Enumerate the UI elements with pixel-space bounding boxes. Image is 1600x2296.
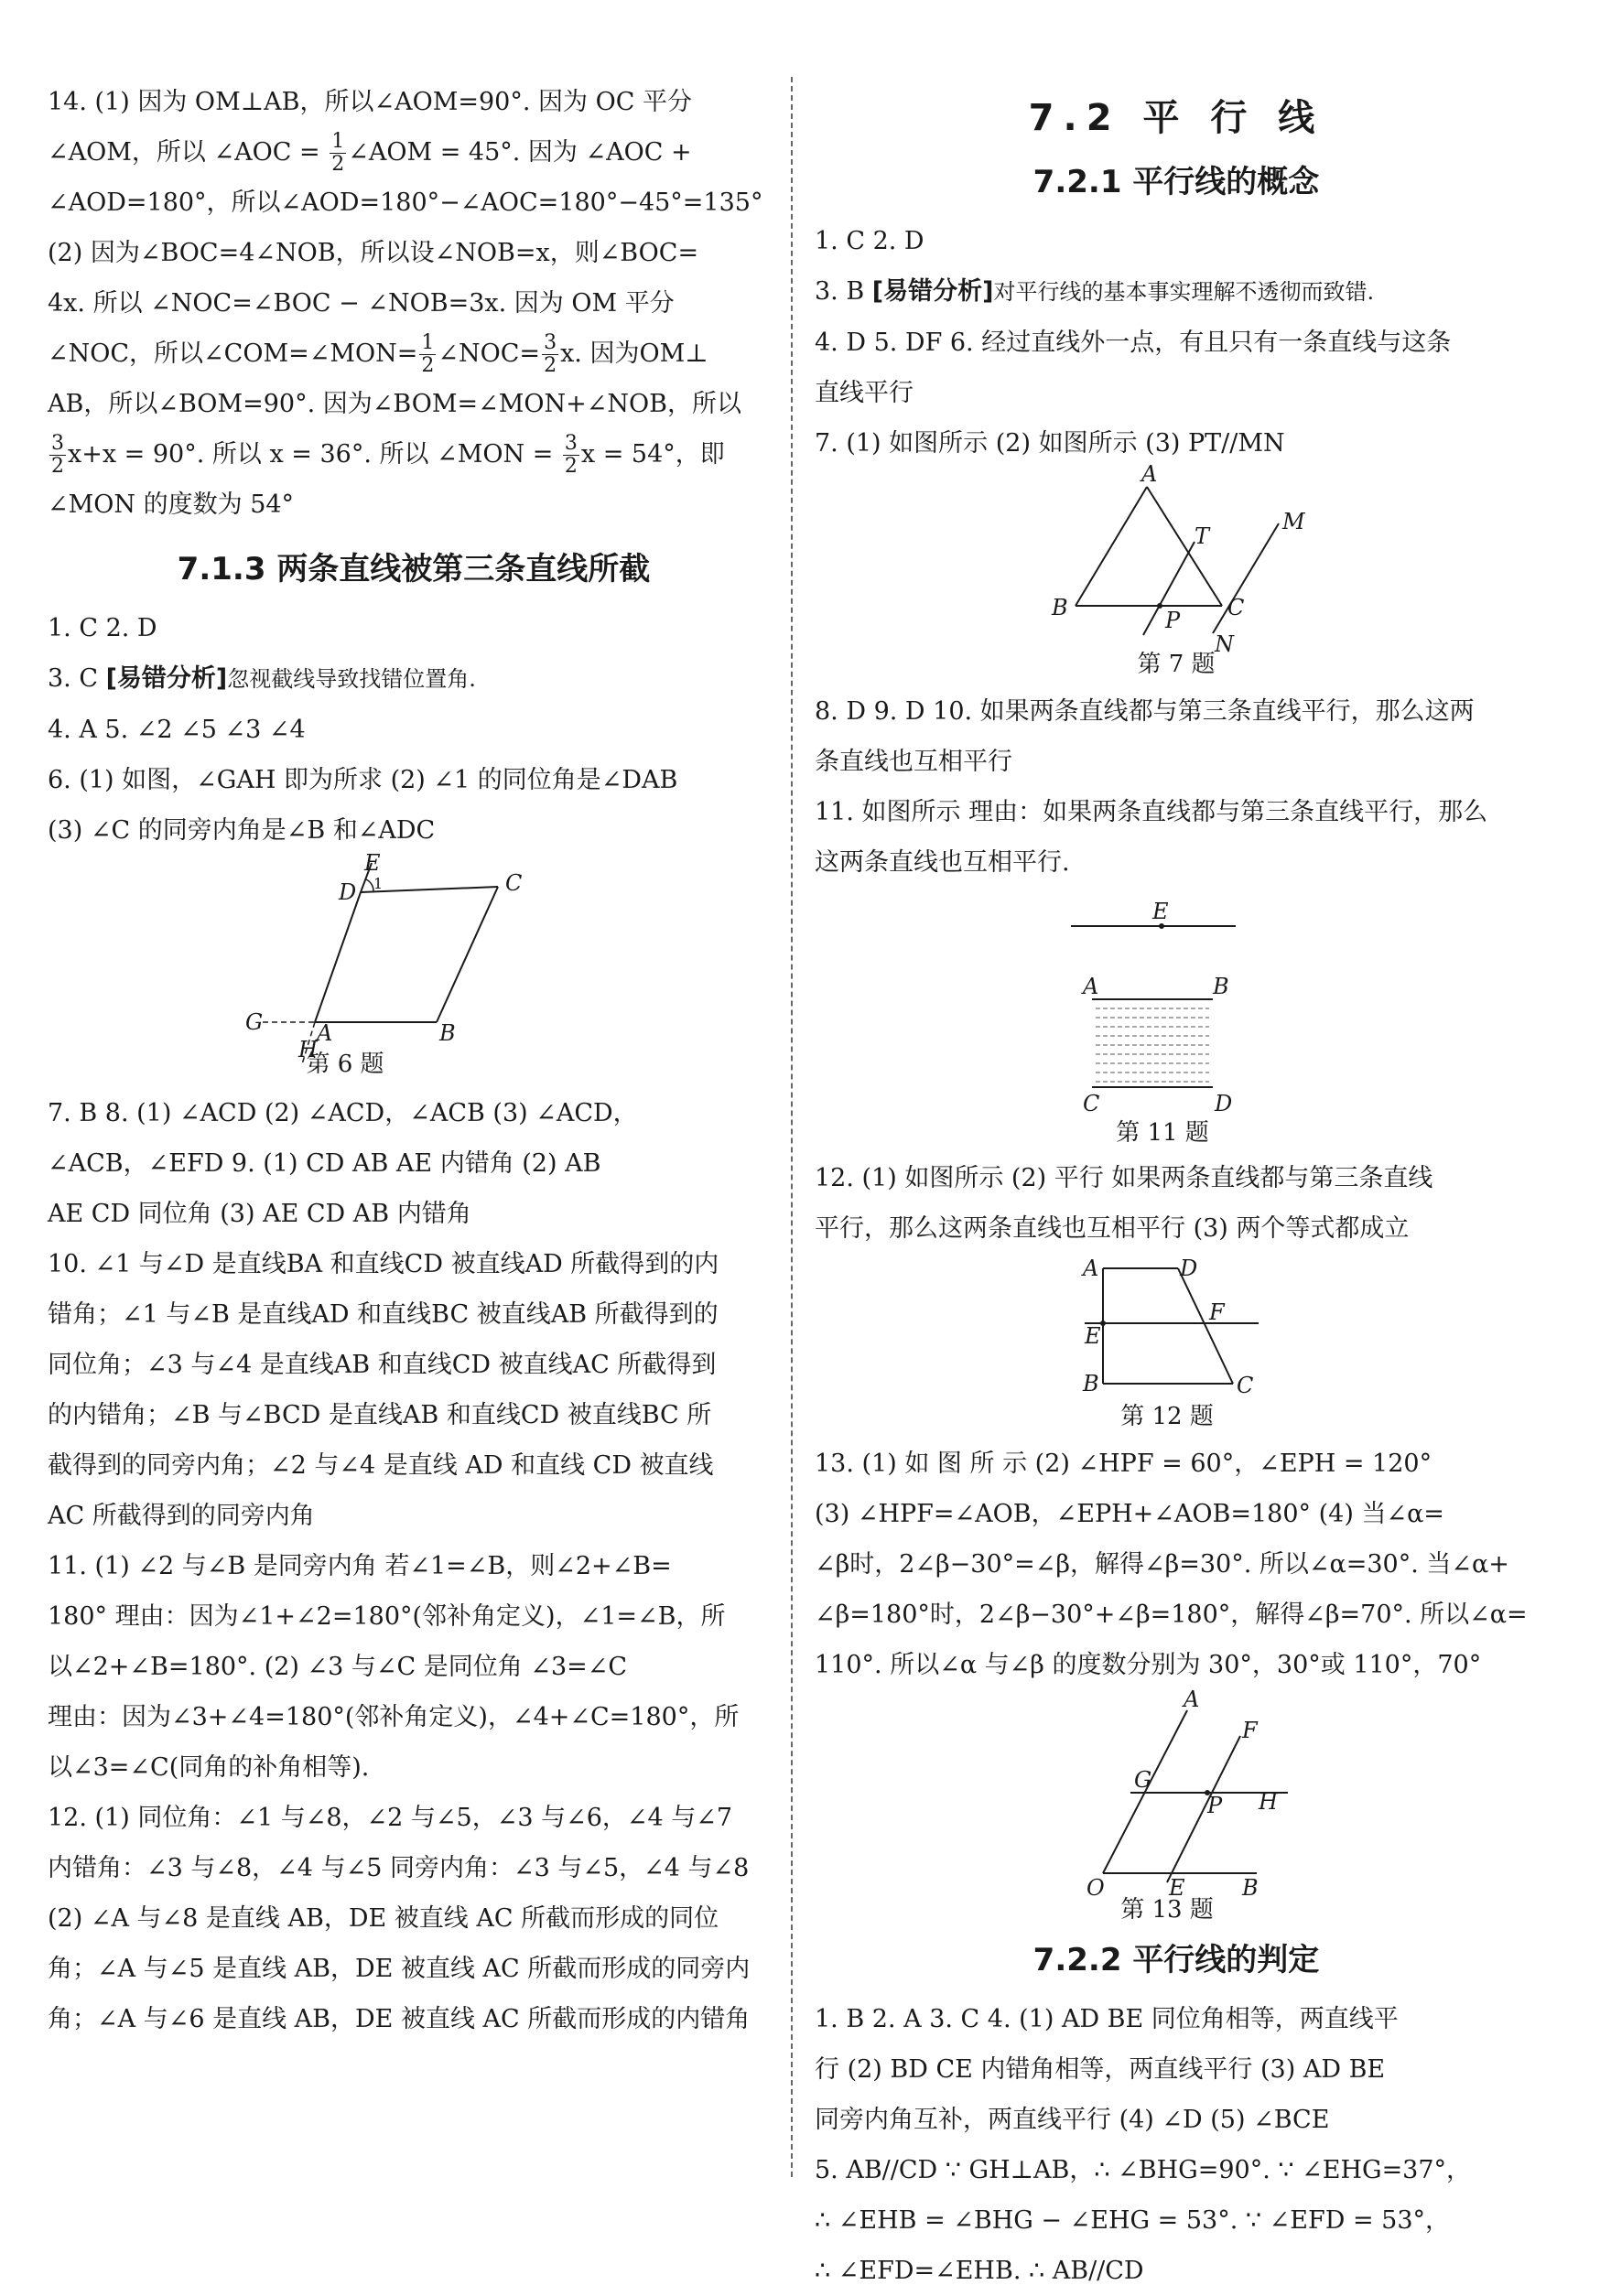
fig11-label-E: E	[1152, 899, 1169, 924]
fig12-label-D: D	[1180, 1256, 1198, 1281]
fraction-three-half-3: $\frac{3}{2}$	[51, 432, 64, 478]
ans-11-line5: 以∠3=∠C(同角的补角相等).	[48, 1753, 370, 1782]
ans-10-line5: 截得到的同旁内角；∠2 与∠4 是直线 AD 和直线 CD 被直线	[48, 1451, 714, 1480]
r722-line6: ∴ ∠EFD=∠EHB. ∴ AB//CD	[815, 2257, 1144, 2285]
r-ans-11-line1: 11. 如图所示 理由：如果两条直线都与第三条直线平行，那么	[815, 798, 1488, 826]
fig13-label-P: P	[1207, 1793, 1223, 1818]
ans-7-line1: 7. B 8. (1) ∠ACD (2) ∠ACD，∠ACB (3) ∠ACD，	[48, 1099, 638, 1127]
label-D: D	[339, 879, 357, 905]
r722-line1: 1. B 2. A 3. C 4. (1) AD BE 同位角相等，两直线平	[815, 2005, 1399, 2033]
ans-12-line2: 内错角：∠3 与∠8，∠4 与∠5 同旁内角：∠3 与∠5，∠4 与∠8	[48, 1854, 750, 1882]
figure-12	[1057, 1254, 1295, 1400]
fig7-label-B: B	[1052, 595, 1068, 620]
figure-6	[245, 850, 569, 1048]
fig12-label-A: A	[1083, 1256, 1099, 1281]
label-B: B	[439, 1020, 456, 1046]
label-H: H	[298, 1037, 318, 1062]
section-title-721: 7.2.1 平行线的概念	[1032, 164, 1320, 200]
fig7-label-M: M	[1282, 509, 1305, 534]
q14-line2: ∠AOM，所以 ∠AOC = $\frac{1}{2}$ ∠AOM = 45°. 因为 ∠AOC +	[48, 130, 692, 176]
fig13-label-E: E	[1169, 1875, 1185, 1901]
fig13-label-O: O	[1086, 1875, 1105, 1901]
r-ans-4-line1: 4. D 5. DF 6. 经过直线外一点，有且只有一条直线与这条	[815, 329, 1452, 357]
r-ans-11-line2: 这两条直线也互相平行.	[815, 848, 1070, 877]
ans-10-line4: 的内错角；∠B 与∠BCD 是直线AB 和直线CD 被直线BC 所	[48, 1401, 712, 1429]
fig12-label-B: B	[1083, 1371, 1099, 1396]
fig13-label-H: H	[1259, 1789, 1278, 1815]
q14-line3: ∠AOD=180°，所以∠AOD=180°−∠AOC=180°−45°=135°	[48, 189, 763, 217]
fraction-three-half: $\frac{3}{2}$	[544, 331, 557, 377]
r-ans-13-line5: 110°. 所以∠α 与∠β 的度数分别为 30°，30°或 110°，70°	[815, 1651, 1482, 1679]
r722-line5: ∴ ∠EHB = ∠BHG − ∠EHG = 53°. ∵ ∠EFD = 53°，	[815, 2206, 1451, 2235]
label-1: 1	[373, 875, 384, 892]
left-column	[48, 77, 780, 2044]
fraction-half-2: $\frac{1}{2}$	[421, 331, 435, 377]
ans-1-2: 1. C 2. D	[48, 614, 157, 642]
r-ans-4-line2: 直线平行	[815, 379, 914, 407]
fig13-label-G: G	[1134, 1767, 1152, 1793]
seg-AD	[315, 892, 361, 1022]
label-A: A	[317, 1020, 333, 1046]
figure-11-caption: 第 11 题	[1116, 1119, 1209, 1147]
r-ans-12-line2: 平行，那么这两条直线也互相平行 (3) 两个等式都成立	[815, 1214, 1410, 1243]
label-E: E	[364, 850, 381, 876]
r-ans-13-line1: 13. (1) 如 图 所 示 (2) ∠HPF = 60°，∠EPH = 120°	[815, 1450, 1432, 1478]
q14-line1: 14. (1) 因为 OM⊥AB，所以∠AOM=90°. 因为 OC 平分	[48, 88, 692, 116]
fig12-label-E: E	[1085, 1323, 1101, 1349]
fig7-label-N: N	[1215, 631, 1234, 657]
right-column	[815, 77, 1538, 2296]
angle-1-arc	[366, 879, 373, 891]
figure-7-caption: 第 7 题	[1137, 651, 1216, 678]
section-title-722: 7.2.2 平行线的判定	[1032, 1942, 1320, 1978]
ans-12-line3: (2) ∠A 与∠8 是直线 AB，DE 被直线 AC 所截而形成的同位	[48, 1904, 719, 1933]
figure-13	[1039, 1687, 1314, 1901]
error-analysis-tag-2: [易错分析]	[871, 277, 994, 306]
chapter-title-72: 7.2 平 行 线	[1028, 97, 1324, 139]
fig11-label-D: D	[1215, 1091, 1233, 1116]
figure-13-caption: 第 13 题	[1120, 1896, 1214, 1924]
r722-line3: 同旁内角互补，两直线平行 (4) ∠D (5) ∠BCE	[815, 2106, 1330, 2134]
r-ans-3: 3. B [易错分析]对平行线的基本事实理解不透彻而致错.	[815, 277, 1375, 306]
fig7-label-C: C	[1227, 595, 1245, 620]
figure-11	[1057, 888, 1295, 1116]
ans-11-line1: 11. (1) ∠2 与∠B 是同旁内角 若∠1=∠B，则∠2+∠B=	[48, 1552, 672, 1580]
ans-12-line1: 12. (1) 同位角：∠1 与∠8，∠2 与∠5，∠3 与∠6，∠4 与∠7	[48, 1804, 733, 1832]
q14-line8: $\frac{3}{2}$ x+x = 90°. 所以 x = 36°. 所以 ∠MON = $\frac{3}{2}$ x = 54°，即	[51, 432, 725, 478]
error-analysis-tag: [易错分析]	[105, 664, 228, 693]
r-ans-13-line4: ∠β=180°时，2∠β−30°+∠β=180°，解得∠β=70°. 所以∠α=	[815, 1601, 1528, 1629]
ans-3: 3. C [易错分析]忽视截线导致找错位置角.	[48, 664, 476, 693]
r-ans-8-line1: 8. D 9. D 10. 如果两条直线都与第三条直线平行，那么这两	[815, 697, 1475, 726]
r-ans-7: 7. (1) 如图所示 (2) 如图所示 (3) PT//MN	[815, 429, 1285, 458]
fig11-label-C: C	[1083, 1091, 1100, 1116]
fig7-label-A: A	[1141, 461, 1158, 487]
fig13-label-B: B	[1242, 1875, 1259, 1901]
r722-line4: 5. AB//CD ∵ GH⊥AB，∴ ∠BHG=90°. ∵ ∠EHG=37°，	[815, 2156, 1472, 2184]
fig7-label-P: P	[1165, 608, 1181, 633]
figure-7	[1039, 461, 1314, 661]
fig13-label-A: A	[1184, 1687, 1200, 1712]
label-G: G	[245, 1009, 264, 1035]
fraction-half: $\frac{1}{2}$	[331, 130, 345, 176]
ans-10-line2: 错角；∠1 与∠B 是直线AD 和直线BC 被直线AB 所截得到的	[48, 1300, 719, 1329]
r722-line2: 行 (2) BD CE 内错角相等，两直线平行 (3) AD BE	[815, 2055, 1386, 2084]
fig11-label-A: A	[1083, 974, 1099, 999]
r-ans-13-line2: (3) ∠HPF=∠AOB，∠EPH+∠AOB=180° (4) 当∠α=	[815, 1500, 1444, 1528]
ans-10-line3: 同位角；∠3 与∠4 是直线AB 和直线CD 被直线AC 所截得到	[48, 1351, 717, 1379]
ans-11-line2: 180° 理由：因为∠1+∠2=180°(邻补角定义)，∠1=∠B，所	[48, 1602, 726, 1631]
figure-12-caption: 第 12 题	[1120, 1403, 1214, 1430]
ans-12-line4: 角；∠A 与∠5 是直线 AB，DE 被直线 AC 所截而形成的同旁内	[48, 1955, 751, 1983]
ans-6-line1: 6. (1) 如图，∠GAH 即为所求 (2) ∠1 的同位角是∠DAB	[48, 766, 678, 794]
q14-line7: AB，所以∠BOM=90°. 因为∠BOM=∠MON+∠NOB，所以	[48, 390, 741, 418]
ans-10-line1: 10. ∠1 与∠D 是直线BA 和直线CD 被直线AD 所截得到的内	[48, 1250, 719, 1278]
ans-6-line2: (3) ∠C 的同旁内角是∠B 和∠ADC	[48, 816, 436, 845]
ans-11-line3: 以∠2+∠B=180°. (2) ∠3 与∠C 是同位角 ∠3=∠C	[48, 1653, 628, 1681]
q14-line5: 4x. 所以 ∠NOC=∠BOC − ∠NOB=3x. 因为 OM 平分	[48, 289, 675, 318]
fig12-label-F: F	[1209, 1299, 1225, 1325]
fraction-three-half-4: $\frac{3}{2}$	[564, 432, 578, 478]
section-title-713: 7.1.3 两条直线被第三条直线所截	[177, 551, 651, 587]
ans-12-line5: 角；∠A 与∠6 是直线 AB，DE 被直线 AC 所截而形成的内错角	[48, 2005, 751, 2033]
ans-4-5: 4. A 5. ∠2 ∠5 ∠3 ∠4	[48, 716, 306, 744]
fig11-label-B: B	[1213, 974, 1229, 999]
figure-6-caption: 第 6 题	[306, 1051, 384, 1078]
q14-line4: (2) 因为∠BOC=4∠NOB，所以设∠NOB=x，则∠BOC=	[48, 239, 699, 267]
fig13-label-F: F	[1242, 1718, 1258, 1743]
label-C: C	[505, 870, 523, 896]
ans-7-line3: AE CD 同位角 (3) AE CD AB 内错角	[48, 1200, 471, 1228]
q14-line9: ∠MON 的度数为 54°	[48, 490, 295, 519]
seg-BC	[437, 887, 498, 1022]
ans-11-line4: 理由：因为∠3+∠4=180°(邻补角定义)，∠4+∠C=180°，所	[48, 1703, 740, 1731]
q14-line6: ∠NOC，所以∠COM=∠MON= $\frac{1}{2}$ ∠NOC= $\frac{3}{2}$ x. 因为OM⊥	[48, 331, 708, 377]
r-ans-8-line2: 条直线也互相平行	[815, 748, 1012, 776]
fig12-label-C: C	[1237, 1373, 1254, 1398]
r-ans-12-line1: 12. (1) 如图所示 (2) 平行 如果两条直线都与第三条直线	[815, 1164, 1433, 1192]
ans-10-line6: AC 所截得到的同旁内角	[48, 1502, 315, 1530]
ans-7-line2: ∠ACB，∠EFD 9. (1) CD AB AE 内错角 (2) AB	[48, 1149, 601, 1178]
r-ans-13-line3: ∠β时，2∠β−30°=∠β，解得∠β=30°. 所以∠α=30°. 当∠α+	[815, 1550, 1509, 1579]
fig7-label-T: T	[1195, 523, 1210, 549]
r-ans-1-2: 1. C 2. D	[815, 227, 924, 255]
